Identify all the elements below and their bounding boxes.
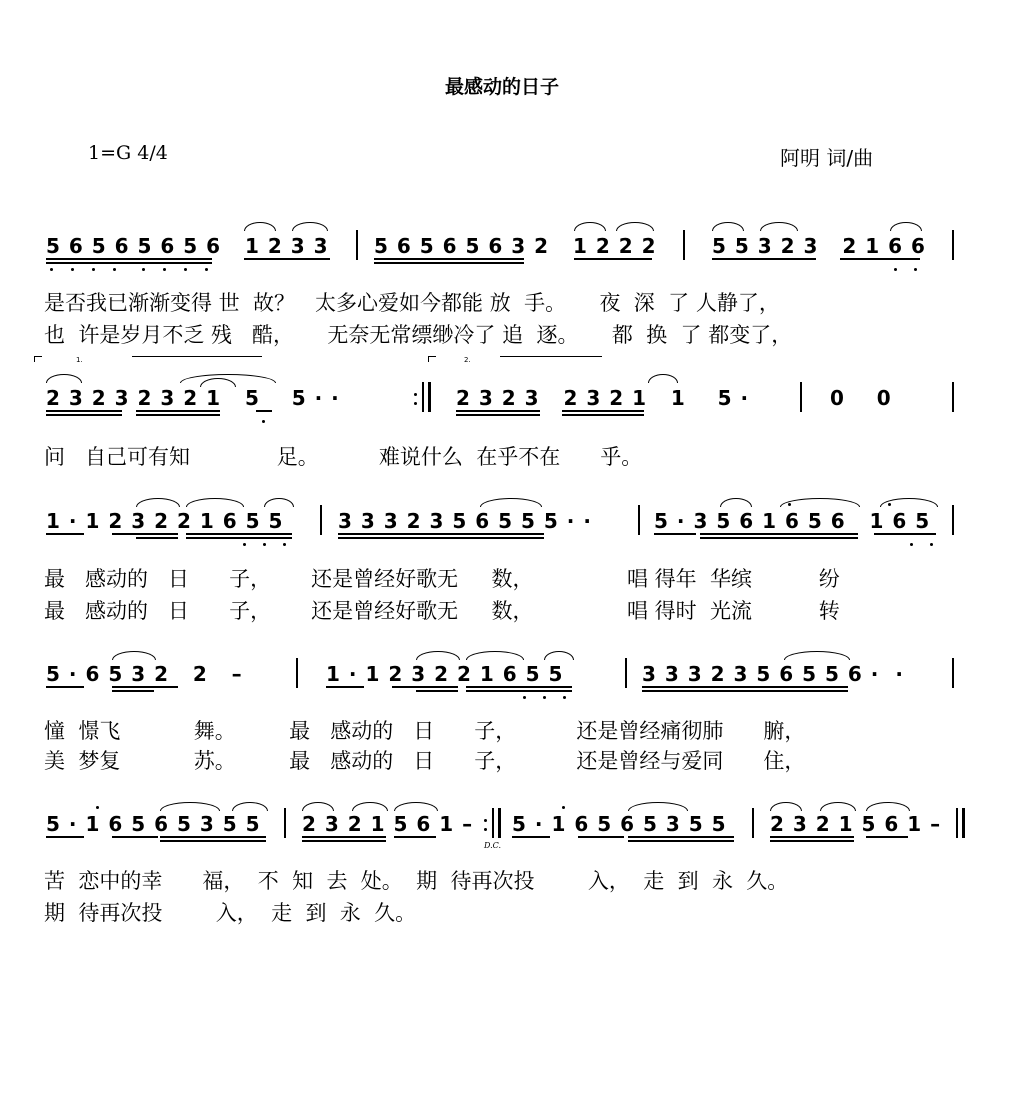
measure: 0 0 bbox=[830, 386, 892, 410]
beam bbox=[700, 533, 858, 535]
measure: 2 3 2 3 2 3 2 1 1 5 · bbox=[456, 386, 750, 410]
slur bbox=[232, 802, 268, 811]
beam bbox=[628, 840, 734, 842]
slur bbox=[466, 651, 524, 660]
beam bbox=[466, 690, 572, 692]
final-barline bbox=[962, 808, 965, 838]
beam bbox=[562, 414, 644, 416]
beam bbox=[578, 836, 624, 838]
lyric-verse-1: 憧 憬飞 舞。 最 感动的 日 子， 还是曾经痛彻肺 腑， bbox=[44, 719, 806, 743]
octave-dot bbox=[563, 696, 566, 699]
barline bbox=[356, 230, 358, 260]
slur bbox=[112, 651, 156, 660]
slur bbox=[780, 498, 860, 507]
final-barline bbox=[956, 808, 958, 838]
beam bbox=[642, 686, 848, 688]
beam bbox=[338, 537, 544, 539]
lyric-verse-2: 美 梦复 苏。 最 感动的 日 子， 还是曾经与爱同 住， bbox=[44, 749, 806, 773]
octave-dot bbox=[71, 268, 74, 271]
measure: 5 · 1 6 5 6 5 3 5 5 bbox=[46, 812, 261, 836]
beam bbox=[416, 690, 458, 692]
beam bbox=[866, 836, 908, 838]
volta-bracket bbox=[428, 356, 436, 357]
beam bbox=[112, 533, 178, 535]
beam bbox=[512, 836, 550, 838]
octave-dot bbox=[92, 268, 95, 271]
barline bbox=[952, 230, 954, 260]
beam bbox=[112, 690, 154, 692]
beam bbox=[700, 537, 858, 539]
lyric-verse-2: 最 感动的 日 子， 还是曾经好歌无 数， 唱 得时 光流 转 bbox=[44, 599, 840, 623]
octave-dot bbox=[562, 806, 565, 809]
octave-dot bbox=[142, 268, 145, 271]
repeat-dot bbox=[414, 393, 417, 396]
beam bbox=[112, 836, 158, 838]
measure: 5 · 6 5 3 2 2 – bbox=[46, 662, 243, 686]
song-title: 最感动的日子 bbox=[444, 76, 559, 98]
slur bbox=[264, 498, 294, 507]
lyric-verse-2: 也 许是岁月不乏 残 酷， 无奈无常缥缈冷了 追 逐。 都 换 了 都变了， bbox=[44, 323, 793, 347]
octave-dot bbox=[523, 696, 526, 699]
beam bbox=[392, 686, 458, 688]
slur bbox=[352, 802, 388, 811]
measure: 2 3 2 3 2 3 2 1 5 5 · · bbox=[46, 386, 340, 410]
measure: 3 3 3 2 3 5 6 5 5 5 · · bbox=[338, 509, 592, 533]
slur bbox=[416, 651, 460, 660]
octave-dot bbox=[930, 543, 933, 546]
beam bbox=[46, 410, 122, 412]
beam bbox=[46, 262, 212, 264]
volta-bracket bbox=[500, 356, 602, 357]
measure: 1 · 1 2 3 2 2 1 6 5 5 bbox=[326, 662, 564, 686]
beam bbox=[712, 258, 816, 260]
slur bbox=[394, 802, 438, 811]
octave-dot bbox=[914, 268, 917, 271]
lyric-verse-1: 是否我已渐渐变得 世 故？ 太多心爱如今都能 放 手。 夜 深 了 人静了， bbox=[44, 291, 780, 315]
repeat-barline bbox=[422, 382, 424, 412]
barline bbox=[320, 505, 322, 535]
slur bbox=[866, 802, 910, 811]
slur bbox=[244, 222, 276, 231]
beam bbox=[574, 258, 652, 260]
repeat-barline bbox=[492, 808, 494, 838]
beam bbox=[186, 537, 292, 539]
measure: 5 · 3 5 6 1 6 5 6 1 6 5 bbox=[654, 509, 931, 533]
beam bbox=[136, 410, 220, 412]
beam bbox=[456, 414, 540, 416]
beam bbox=[46, 533, 84, 535]
volta-bracket bbox=[34, 356, 42, 357]
repeat-dot bbox=[414, 402, 417, 405]
beam bbox=[374, 262, 524, 264]
beam bbox=[46, 258, 212, 260]
beam bbox=[46, 414, 122, 416]
beam bbox=[112, 686, 178, 688]
beam bbox=[654, 533, 696, 535]
beam bbox=[374, 258, 524, 260]
beam bbox=[326, 686, 364, 688]
repeat-dot bbox=[484, 828, 487, 831]
lyric-verse-2: 期 待再次投 入， 走 到 永 久。 bbox=[44, 901, 417, 925]
slur bbox=[712, 222, 744, 231]
barline bbox=[952, 658, 954, 688]
key-signature: 1=G 4/4 bbox=[88, 142, 168, 164]
beam bbox=[456, 410, 540, 412]
measure: 5 6 5 6 5 6 3 2 1 2 2 2 bbox=[374, 234, 657, 258]
slur bbox=[46, 374, 82, 383]
octave-dot bbox=[543, 696, 546, 699]
octave-dot bbox=[888, 503, 891, 506]
barline bbox=[952, 505, 954, 535]
slur bbox=[480, 498, 542, 507]
slur bbox=[760, 222, 798, 231]
beam bbox=[256, 410, 272, 412]
beam bbox=[302, 840, 386, 842]
octave-dot bbox=[50, 268, 53, 271]
beam bbox=[874, 533, 936, 535]
measure: 2 3 2 1 5 6 1 – bbox=[770, 812, 942, 836]
repeat-barline bbox=[498, 808, 501, 838]
slur bbox=[292, 222, 328, 231]
slur bbox=[628, 802, 688, 811]
beam bbox=[338, 533, 544, 535]
barline bbox=[952, 382, 954, 412]
barline bbox=[752, 808, 754, 838]
dc-marking: D.C. bbox=[484, 841, 502, 850]
author-credit: 阿明 词/曲 bbox=[780, 146, 874, 170]
octave-dot bbox=[243, 543, 246, 546]
lyric-verse-1: 最 感动的 日 子， 还是曾经好歌无 数， 唱 得年 华缤 纷 bbox=[44, 567, 840, 591]
beam bbox=[46, 686, 84, 688]
beam bbox=[244, 258, 330, 260]
octave-dot bbox=[184, 268, 187, 271]
octave-dot bbox=[910, 543, 913, 546]
slur bbox=[136, 498, 180, 507]
beam bbox=[136, 414, 220, 416]
beam bbox=[302, 836, 386, 838]
slur bbox=[544, 651, 574, 660]
barline bbox=[638, 505, 640, 535]
slur bbox=[160, 802, 220, 811]
octave-dot bbox=[788, 503, 791, 506]
barline bbox=[683, 230, 685, 260]
beam bbox=[770, 840, 854, 842]
beam bbox=[160, 840, 266, 842]
slur bbox=[890, 222, 922, 231]
measure: 5 6 5 6 5 6 5 6 1 2 3 3 bbox=[46, 234, 329, 258]
measure: 5 5 3 2 3 2 1 6 6 bbox=[712, 234, 926, 258]
slur bbox=[770, 802, 802, 811]
beam bbox=[394, 836, 436, 838]
octave-dot bbox=[113, 268, 116, 271]
slur bbox=[784, 651, 850, 660]
barline bbox=[296, 658, 298, 688]
slur bbox=[186, 498, 244, 507]
beam bbox=[160, 836, 266, 838]
volta-label: 1. bbox=[76, 356, 83, 364]
barline bbox=[284, 808, 286, 838]
slur bbox=[820, 802, 856, 811]
slur bbox=[648, 374, 678, 383]
beam bbox=[562, 410, 644, 412]
lyric-verse-1: 问 自己可有知 足。 难说什么 在乎不在 乎。 bbox=[44, 445, 643, 469]
volta-bracket bbox=[132, 356, 262, 357]
octave-dot bbox=[205, 268, 208, 271]
barline bbox=[800, 382, 802, 412]
slur bbox=[574, 222, 606, 231]
beam bbox=[628, 836, 734, 838]
slur bbox=[302, 802, 334, 811]
beam bbox=[840, 258, 920, 260]
beam bbox=[46, 836, 84, 838]
octave-dot bbox=[263, 543, 266, 546]
beam bbox=[186, 533, 292, 535]
octave-dot bbox=[163, 268, 166, 271]
lyric-verse-1: 苦 恋中的幸 福， 不 知 去 处。 期 待再次投 入， 走 到 永 久。 bbox=[44, 869, 789, 893]
octave-dot bbox=[262, 420, 265, 423]
beam bbox=[136, 537, 178, 539]
octave-dot bbox=[96, 806, 99, 809]
measure: 1 · 1 2 3 2 2 1 6 5 5 bbox=[46, 509, 284, 533]
slur bbox=[616, 222, 654, 231]
slur bbox=[720, 498, 752, 507]
octave-dot bbox=[894, 268, 897, 271]
measure: 3 3 3 2 3 5 6 5 5 6 · · bbox=[642, 662, 904, 686]
repeat-barline bbox=[428, 382, 431, 412]
octave-dot bbox=[283, 543, 286, 546]
repeat-dot bbox=[484, 819, 487, 822]
measure: 2 3 2 1 5 6 1 – bbox=[302, 812, 474, 836]
beam bbox=[642, 690, 848, 692]
beam bbox=[770, 836, 854, 838]
measure: 5 · 1 6 5 6 5 3 5 5 bbox=[512, 812, 727, 836]
volta-label: 2. bbox=[464, 356, 471, 364]
barline bbox=[625, 658, 627, 688]
beam bbox=[466, 686, 572, 688]
